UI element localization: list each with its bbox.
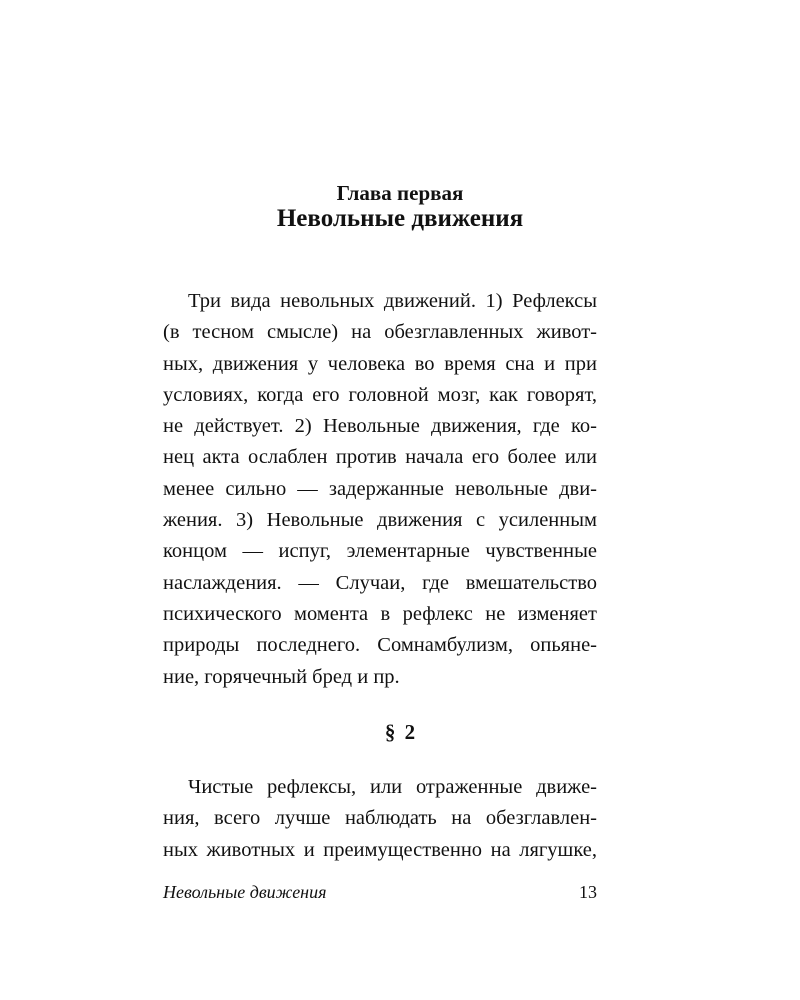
text-line: (в тесном смысле) на обезглавленных живот- [163, 321, 597, 344]
text-line: не действует. 2) Невольные движения, где ко- [163, 415, 597, 438]
chapter-label: Глава первая [336, 181, 464, 205]
text-line: природы последнего. Сомнамбулизм, опьяне- [163, 634, 597, 657]
page-number: 13 [579, 882, 597, 902]
text-line: концом — испуг, элементарные чувственные [163, 540, 597, 563]
chapter-title: Невольные движения [276, 205, 524, 232]
text-line: нец акта ослаблен против начала его более или [163, 446, 597, 469]
text-line: ние, горячечный бред и пр. [163, 665, 400, 688]
text-line: ных животных и преимущественно на лягушке, [163, 838, 597, 861]
section-heading: § 2 [384, 720, 416, 744]
text-line: ния, всего лучше наблюдать на обезглавлен- [163, 807, 597, 830]
text-line: ных, движения у человека во время сна и при [163, 352, 597, 375]
text-line: Чистые рефлексы, или отраженные движе- [188, 776, 597, 798]
paragraph-2 [163, 772, 597, 866]
text-line: жения. 3) Невольные движения с усиленным [163, 509, 597, 532]
running-footer-title: Невольные движения [163, 882, 327, 902]
text-line: наслаждения. — Случаи, где вмешательство [163, 571, 597, 594]
text-line: Три вида невольных движений. 1) Рефлексы [188, 290, 597, 312]
text-line: психического момента в рефлекс не изменяет [163, 602, 597, 625]
text-line: менее сильно — задержанные невольные дви- [163, 477, 597, 500]
text-line: условиях, когда его головной мозг, как говорят, [163, 383, 597, 406]
paragraph-1 [163, 286, 597, 693]
